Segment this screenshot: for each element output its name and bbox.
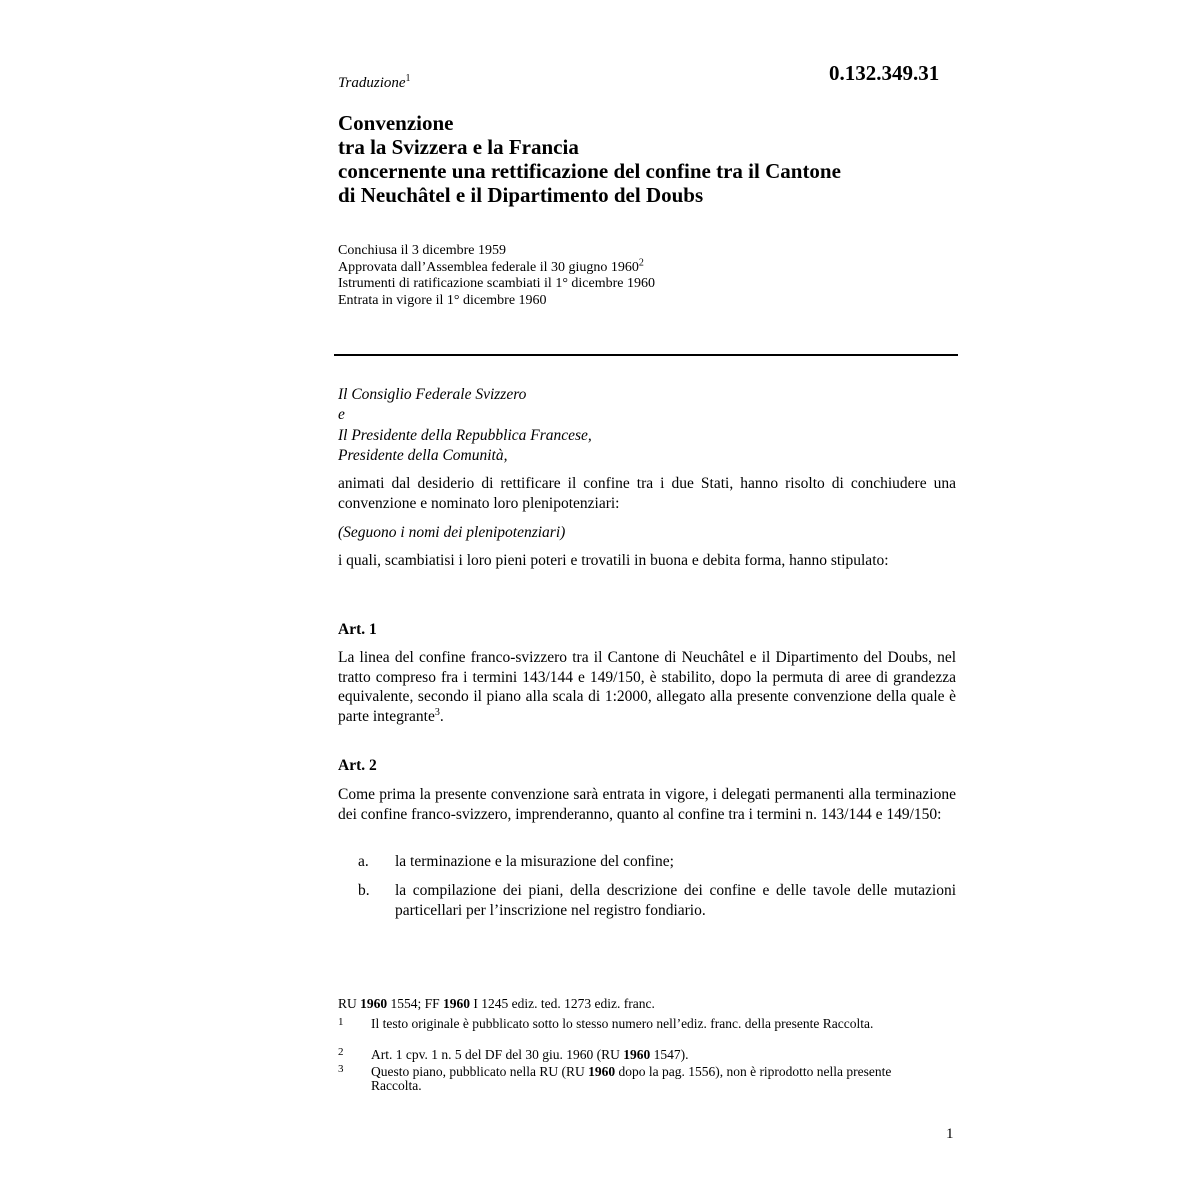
footnote-text: Art. 1 cpv. 1 n. 5 del DF del 30 giu. 1960 (RU 1960 1547). [371, 1047, 689, 1062]
preamble-paragraph-2: i quali, scambiatisi i loro pieni poteri e trovatili in buona e debita forma, hanno stipulato: [338, 552, 889, 569]
footnote-ref-3[interactable]: 3 [434, 706, 440, 718]
document-metadata [338, 243, 958, 309]
preamble-party-1: Il Consiglio Federale Svizzero [338, 386, 527, 403]
footnote-text: Il testo originale è pubblicato sotto lo stesso numero nell’ediz. franc. della presente Raccolta. [371, 1016, 874, 1031]
title-line-3: concernente una rettificazione del confine tra il Cantone [338, 159, 841, 183]
translation-label [338, 75, 411, 92]
art-1-end: . [439, 707, 444, 725]
footnote-number: 2 [338, 1046, 344, 1058]
art-1-body: La linea del confine franco-svizzero tra il Cantone di Neuchâtel e il Dipartimento del Doubs, nel tratto compreso fra i termini 143/144 e 149/150, è stabilito, dopo la permuta di aree di grandezza equivalente, secondo il piano alla scala di 1:2000, allegato alla presente convenzione della quale è parte integrante [338, 649, 956, 725]
header-divider [334, 354, 958, 356]
footnote-text: Questo piano, pubblicato nella RU (RU 1960 dopo la pag. 1556), non è riprodotto nella presente Raccolta. [371, 1064, 892, 1093]
footnote-number: 3 [338, 1063, 344, 1075]
document-title [338, 111, 958, 207]
footnote-ref-1[interactable]: 1 [405, 73, 411, 84]
art-2-heading: Art. 2 [338, 757, 377, 774]
footer-references: RU 1960 1554; FF 1960 I 1245 ediz. ted. 1273 ediz. franc. [338, 996, 655, 1011]
list-item-text: la compilazione dei piani, della descrizione dei confine e delle tavole delle mutazioni particellari per l’inscrizione nel registro fondiario. [395, 882, 956, 919]
footnote-ref-2[interactable]: 2 [638, 256, 644, 268]
art-1-heading: Art. 1 [338, 621, 377, 638]
preamble-party-2b: Presidente della Comunità, [338, 447, 508, 464]
title-line-4: di Neuchâtel e il Dipartimento del Doubs [338, 183, 704, 207]
list-item-label: b. [358, 882, 370, 899]
page-number: 1 [946, 1126, 954, 1142]
preamble-names: (Seguono i nomi dei plenipotenziari) [338, 524, 566, 541]
translation-text: Traduzione [338, 75, 406, 91]
preamble-conjunction: e [338, 406, 345, 423]
meta-approved [338, 256, 958, 277]
title-line-2: tra la Svizzera e la Francia [338, 135, 579, 159]
meta-entry: Entrata in vigore il 1° dicembre 1960 [338, 292, 547, 308]
title-line-1: Convenzione [338, 111, 454, 135]
art-1-text [338, 648, 956, 726]
meta-approved-text: Approvata dall’Assemblea federale il 30 giugno 1960 [338, 259, 639, 275]
list-item-text: la terminazione e la misurazione del confine; [395, 853, 674, 870]
art-2-text: Come prima la presente convenzione sarà entrata in vigore, i delegati permanenti alla terminazione dei confine franco-svizzero, imprenderanno, quanto al confine tra i termini n. 143/144 e 149/150: [338, 786, 956, 823]
footnote-number: 1 [338, 1016, 344, 1028]
meta-concluded: Conchiusa il 3 dicembre 1959 [338, 243, 506, 258]
preamble-party-2: Il Presidente della Repubblica Francese, [338, 427, 592, 444]
meta-ratification: Istrumenti di ratificazione scambiati il 1° dicembre 1960 [338, 276, 655, 291]
list-item-label: a. [358, 853, 369, 870]
sr-number: 0.132.349.31 [829, 61, 940, 85]
preamble-paragraph-1: animati dal desiderio di rettificare il confine tra i due Stati, hanno risolto di conchiudere una convenzione e nominato loro plenipotenziari: [338, 475, 956, 512]
